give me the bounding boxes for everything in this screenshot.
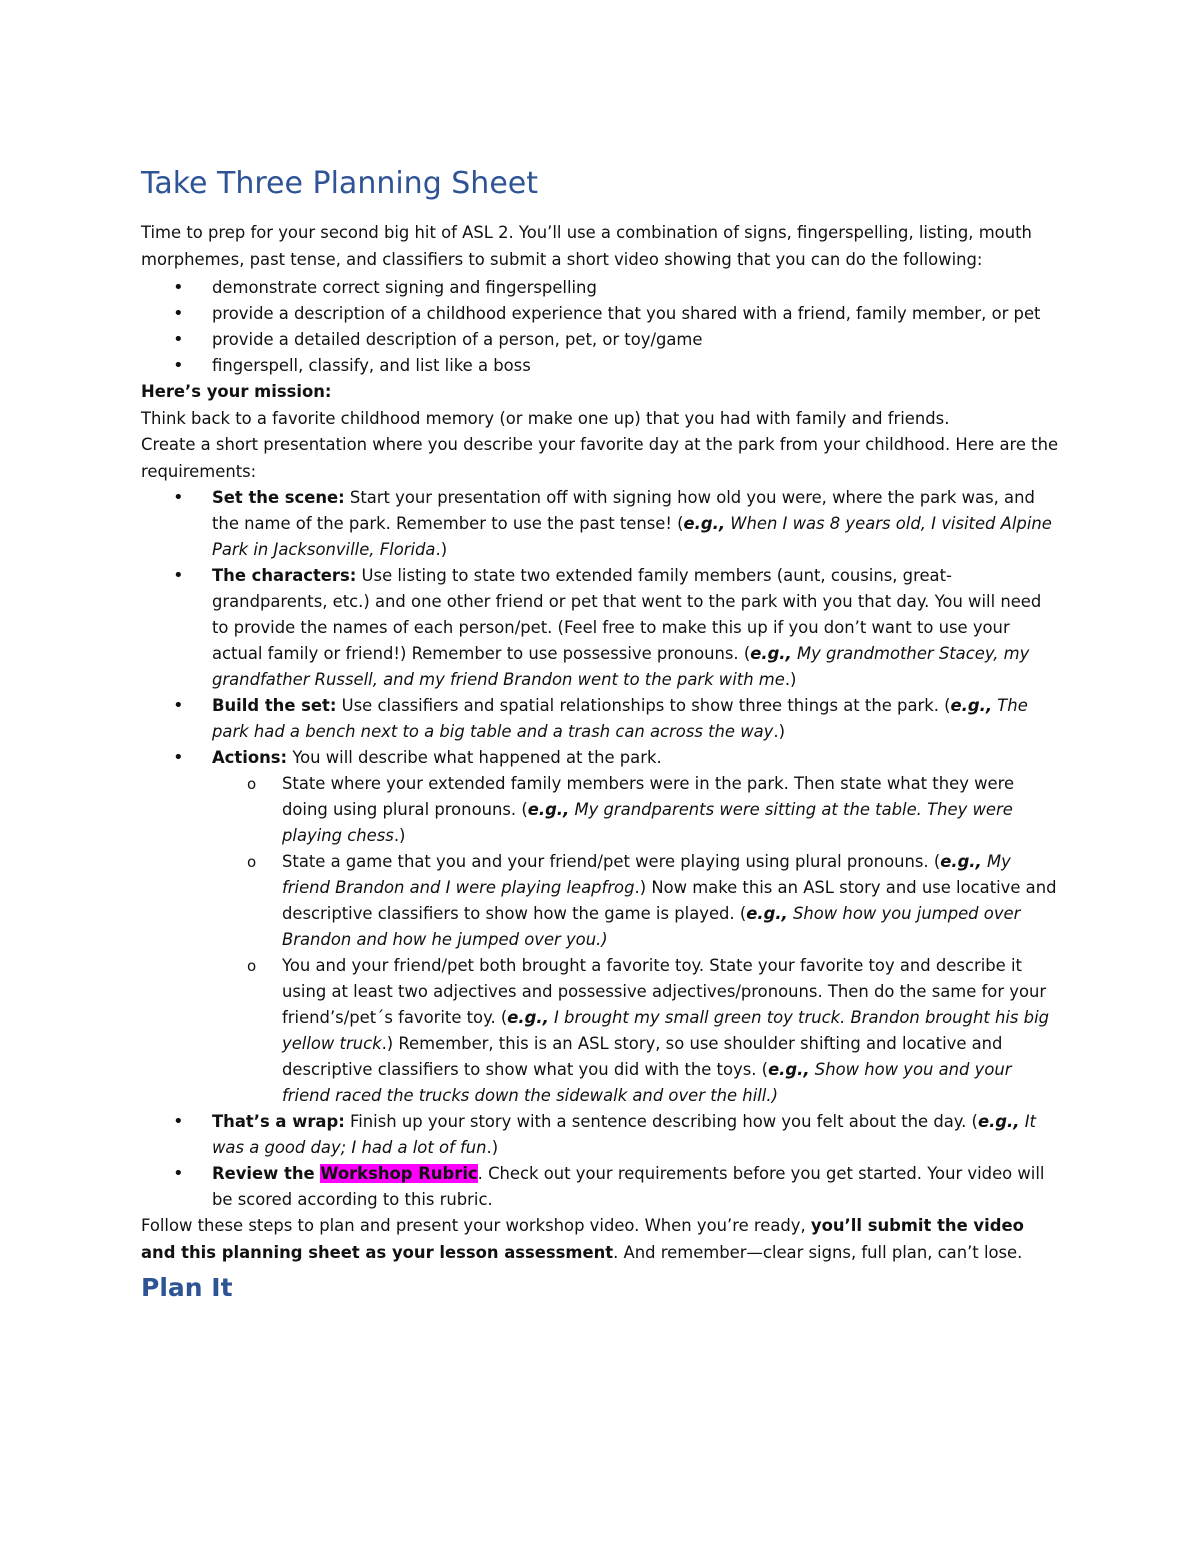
requirement-actions xyxy=(141,745,1061,1109)
closing-text: . And remember—clear signs, full plan, can’t lose. xyxy=(613,1242,1023,1262)
requirement-text: Finish up your story with a sentence describing how you felt about the day. ( xyxy=(344,1112,978,1131)
eg-label: e.g., xyxy=(950,696,993,715)
closing-paragraph xyxy=(141,1213,1061,1266)
requirements-list xyxy=(141,485,1061,1213)
requirement-set-the-scene xyxy=(141,485,1061,563)
requirement-label: Actions: xyxy=(212,748,288,767)
action-text: You and your friend/pet both brought a favorite toy. State your favorite toy and describe it using at least two adjectives and possessive adjectives/pronouns. Then do the same for your friend’s/pet´s favorite toy. ( xyxy=(282,956,1047,1027)
action-item-toys xyxy=(141,953,1061,1109)
eg-label: e.g., xyxy=(683,514,726,533)
eg-label: e.g., xyxy=(768,1060,810,1079)
action-text: State where your extended family members were in the park. Then state what they were doing using plural pronouns. ( xyxy=(282,774,1015,819)
requirement-text: You will describe what happened at the park. xyxy=(287,748,662,767)
eg-label: e.g., xyxy=(527,800,570,819)
action-item-family xyxy=(141,771,1061,849)
goal-item: • provide a detailed description of a person, pet, or toy/game xyxy=(141,327,1061,353)
punctuation: .) xyxy=(784,670,797,689)
example-text: It was a good day; I had a lot of fun xyxy=(212,1112,1036,1157)
page-title: Take Three Planning Sheet xyxy=(141,166,539,201)
requirement-text: Use classifiers and spatial relationships to show three things at the park. ( xyxy=(336,696,951,715)
goal-item: • provide a description of a childhood experience that you shared with a friend, family member, or pet xyxy=(141,301,1061,327)
example-text: My grandmother Stacey, my grandfather Russell, and my friend Brandon went to the park with me xyxy=(212,644,1030,689)
eg-label: e.g., xyxy=(746,904,788,923)
mission-paragraph-1: Think back to a favorite childhood memory (or make one up) that you had with family and friends. xyxy=(141,408,950,428)
eg-label: e.g., xyxy=(507,1008,549,1027)
eg-label: e.g., xyxy=(750,644,792,663)
requirement-text: Use listing to state two extended family members (aunt, cousins, great-grandparents, etc.) and one other friend or pet that went to the park with you that day. You will need to provide the names of each person/pet. (Feel free to make this up if you don’t want to use your actual family or friend!) Remember to use possessive pronouns. ( xyxy=(212,566,1042,663)
mission-paragraph-2: Create a short presentation where you describe your favorite day at the park from your childhood. Here are the requirements: xyxy=(141,435,1059,481)
actions-sublist xyxy=(212,771,1061,1109)
requirement-label: That’s a wrap: xyxy=(212,1112,345,1131)
example-text: Show how you jumped over Brandon and how he jumped over you.) xyxy=(282,904,1021,949)
goals-list xyxy=(141,275,1061,379)
example-text: I brought my small green toy truck. Brandon brought his big yellow truck xyxy=(282,1008,1050,1053)
requirement-label: The characters: xyxy=(212,566,357,585)
example-text: Show how you and your friend raced the trucks down the sidewalk and over the hill.) xyxy=(282,1060,1012,1105)
requirement-thats-a-wrap xyxy=(141,1109,1061,1161)
closing-text: Follow these steps to plan and present your workshop video. When you’re ready, xyxy=(141,1216,811,1235)
action-text: State a game that you and your friend/pet were playing using plural pronouns. ( xyxy=(282,852,941,871)
mission-heading: Here’s your mission: xyxy=(141,382,332,401)
action-text: .) Remember, this is an ASL story, so use shoulder shifting and locative and descriptive classifiers to show what you did with the toys. ( xyxy=(282,1034,1003,1079)
requirement-label: Set the scene: xyxy=(212,488,345,507)
punctuation: .) xyxy=(773,722,785,741)
intro-paragraph: Time to prep for your second big hit of ASL 2. You’ll use a combination of signs, fingerspelling, listing, mouth morphemes, past tense, and classifiers to submit a short video showing that you can do the following: xyxy=(141,223,1032,269)
example-text: The park had a bench next to a big table and a trash can across the way xyxy=(212,696,1028,741)
action-text: .) Now make this an ASL story and use locative and descriptive classifiers to show how the game is played. ( xyxy=(282,878,1057,923)
requirement-text: . Check out your requirements before you get started. Your video will be scored according to this rubric. xyxy=(212,1164,1045,1209)
document-page xyxy=(141,160,1061,1306)
eg-label: e.g., xyxy=(977,1112,1020,1131)
closing-bold-text: you’ll submit the video and this planning sheet as your lesson assessment xyxy=(141,1216,1024,1262)
plan-it-heading: Plan It xyxy=(141,1273,233,1302)
requirement-text: Start your presentation off with signing how old you were, where the park was, and the name of the park. Remember to use the past tense! ( xyxy=(212,488,1035,533)
eg-label: e.g., xyxy=(940,852,982,871)
requirement-review-rubric xyxy=(141,1161,1061,1213)
requirement-build-the-set xyxy=(141,693,1061,745)
punctuation: .) xyxy=(393,826,406,845)
requirement-label: Build the set: xyxy=(212,696,337,715)
goal-item: • fingerspell, classify, and list like a boss xyxy=(141,353,1061,379)
example-text: When I was 8 years old, I visited Alpine Park in Jacksonville, Florida xyxy=(212,514,1052,559)
requirement-label: Review the xyxy=(212,1164,321,1183)
punctuation: .) xyxy=(435,540,448,559)
requirement-characters xyxy=(141,563,1061,693)
punctuation: .) xyxy=(486,1138,499,1157)
goal-item: • demonstrate correct signing and fingerspelling xyxy=(141,275,1061,301)
workshop-rubric-link[interactable]: Workshop Rubric xyxy=(320,1164,478,1183)
example-text: My friend Brandon and I were playing leapfrog xyxy=(282,852,1011,897)
example-text: My grandparents were sitting at the table. They were playing chess xyxy=(282,800,1013,845)
action-item-game xyxy=(141,849,1061,953)
